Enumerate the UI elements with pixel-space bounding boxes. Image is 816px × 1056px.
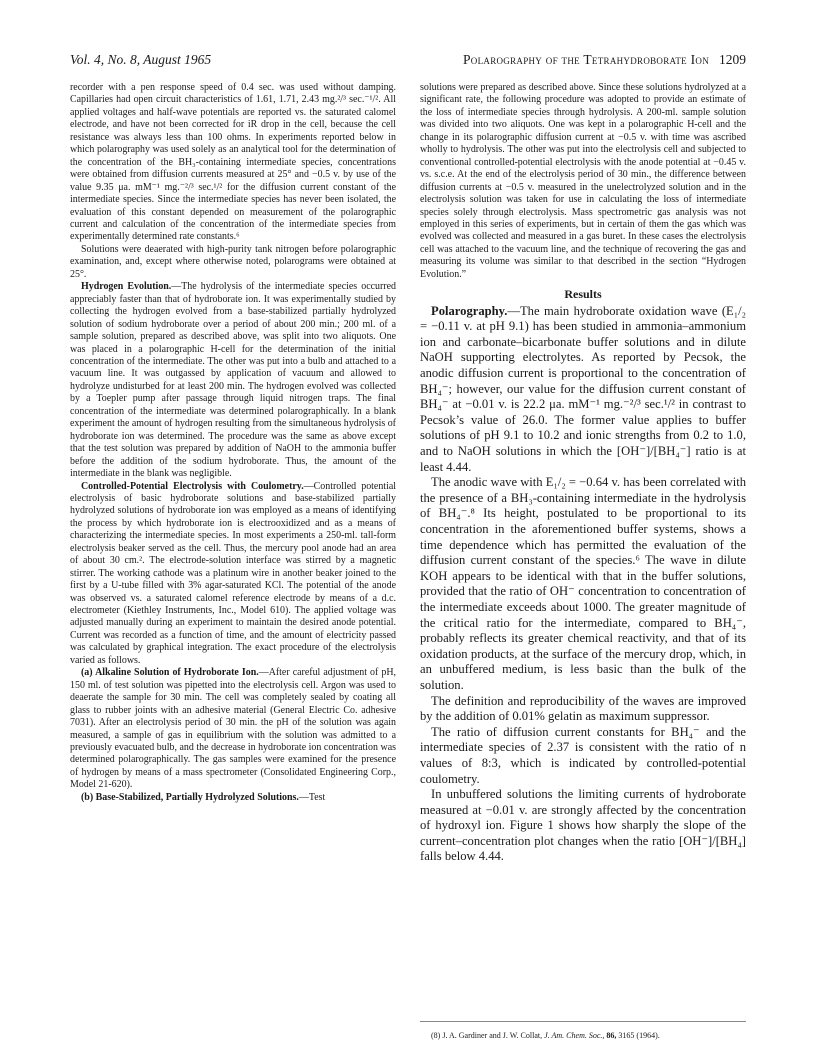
paragraph-text: —The main hydroborate oxidation wave (E₁/₂ = −0.11 v. at pH 9.1) has been studied in ammonia–ammonium ion and carbonate–bicarbonate buffer solutions and in dilute NaOH supporting electrolytes. As reported by Pecsok, the anodic diffusion current is proportional to the concentration of BH₄⁻; however, our value for the diffusion current constant of BH₄⁻ at −0.01 v. is 22.2 μa. mM⁻¹ mg.⁻²/³ sec.¹/² in contrast to Pecsok’s value of 26.0. The former value applies to buffer solutions of pH 9.1 to 10.2 and ionic strengths from 0.2 to 1.0, and to NaOH solutions in which the [OH⁻]/[BH₄⁻] ratio is at least 4.44. xyxy=(420,303,746,474)
footnote xyxy=(420,1031,746,1041)
footnote-rule xyxy=(420,1021,746,1022)
paragraph-text: —After careful adjustment of pH, 150 ml. of test solution was pipetted into the electrolysis cell. Argon was used to deaerate the sample for 30 min. The cell was completely sealed by coating all glass to rubber joints with an adhesive material (General Electric Co. adhesive 7031). After an electrolysis period of 30 min. the pH of the solution was again measured, a sample of gas in equilibrium with the solution was admitted to a previously evacuated bulb, and the decrease in hydroborate ion concentration was determined polarographically. The gas samples were examined for the presence of hydrogen by means of a mass spectrometer (Consolidated Engineering Corp., Model 21-620). xyxy=(70,667,396,791)
paragraph: solutions were prepared as described above. Since these solutions hydrolyzed at a significant rate, the following procedure was adopted to provide an estimate of the loss of intermediate species through hydrolysis. A 200-ml. sample solution was divided into two aliquots. One was kept in a polarographic H-cell and the change in its polarographic diffusion current at −0.5 v. with time was ascribed wholly to hydrolysis. The other was put into the electrolysis cell and subjected to conventional controlled-potential electrolysis with the anode potential at −0.45 v. vs. s.c.e. At the end of the electrolysis period of 30 min., the difference between diffusion currents at −0.5 v. measured in the unelectrolyzed solution and in the electrolysis solution was taken for use in calculating the loss of intermediate species solely through electrolysis. Mass spectrometric gas analysis was not employed in this series of experiments, but in certain of them the gas which was evolved was collected and measured in a gas buret. In these cases the electrolysis cell was attached to the vacuum line, and the technique of recovering the gas and measuring its volume was similar to that described in the section “Hydrogen Evolution.” xyxy=(420,82,746,280)
paragraph xyxy=(70,481,396,668)
paragraph xyxy=(70,792,396,804)
paragraph-text: —Test xyxy=(298,791,326,803)
footnote-volume: 86, xyxy=(606,1031,617,1040)
right-column xyxy=(420,82,746,865)
page-number: 1209 xyxy=(719,52,746,67)
footnote-journal: J. Am. Chem. Soc., xyxy=(544,1031,605,1040)
subsection-heading: Hydrogen Evolution. xyxy=(81,281,172,293)
paragraph: Solutions were deaerated with high-purity tank nitrogen before polarographic examination, and, except where otherwise noted, polarograms were obtained at 25°. xyxy=(70,243,396,280)
left-column xyxy=(70,82,396,804)
running-head xyxy=(463,52,746,68)
paragraph xyxy=(420,304,746,476)
paragraph: In unbuffered solutions the limiting currents of hydroborate measured at −0.01 v. are strongly affected by the concentration of hydroxyl ion. Figure 1 shows how sharply the slope of the current–concentration plot changes when the ratio [OH⁻]/[BH₄] falls below 4.44. xyxy=(420,787,746,864)
subsection-heading: (a) Alkaline Solution of Hydroborate Ion. xyxy=(81,667,259,679)
page-header xyxy=(70,52,746,74)
section-heading-results: Results xyxy=(564,287,602,302)
subsection-heading: Controlled-Potential Electrolysis with Coulometry. xyxy=(81,480,304,492)
subsection-heading: (b) Base-Stabilized, Partially Hydrolyzed Solutions. xyxy=(81,791,299,803)
footnote-authors: J. A. Gardiner and J. W. Collat, xyxy=(442,1031,543,1040)
journal-issue: Vol. 4, No. 8, August 1965 xyxy=(70,52,212,67)
paragraph: The ratio of diffusion current constants for BH₄⁻ and the intermediate species of 2.37 is consistent with the ratio of n values of 8:3, which is indicated by controlled-potential coulometry. xyxy=(420,724,746,786)
paragraph: recorder with a pen response speed of 0.4 sec. was used without damping. Capillaries had open circuit characteristics of 1.61, 1.71, 2.43 mg.²/³ sec.⁻¹/². All applied voltages and half-wave potentials are reported vs. the saturated calomel electrode, and have not been corrected for iR drop in the cell, because the cell resistance was always less than 100 ohms. In experiments reported below in which polarography was used solely as an analytical tool for the determination of the concentration of the BH₃-containing intermediate species, concentrations were obtained from diffusion currents measured at 25° and −0.5 v. by use of the value 9.35 μa. mM⁻¹ mg.⁻²/³ sec.¹/² for the diffusion current constant of the intermediate species. Since the intermediate species has never been isolated, the evaluation of this constant depended on measurement of the polarographic current and calculation of the concentration of the intermediate species from experimentally determined rate constants.⁶ xyxy=(70,82,396,243)
subsection-heading: Polarography. xyxy=(431,303,508,318)
paragraph xyxy=(70,281,396,480)
paragraph: The anodic wave with E₁/₂ = −0.64 v. has been correlated with the presence of a BH₃-containing intermediate in the hydrolysis of BH₄⁻.⁸ Its height, postulated to be proportional to its concentration in the aforementioned buffer systems, shows a time dependence which has permitted the evaluation of the diffusion current constant of the species.⁶ The wave in dilute KOH appears to be identical with that in the buffer solutions, provided that the ratio of OH⁻ concentration to concentration of the intermediate exceeds about 1000. The greater magnitude of the critical ratio for the intermediate, compared to BH₄⁻, probably reflects its greater chemical reactivity, and that of its oxidation products, at the surface of the mercury drop, which, in an unbuffered medium, is less basic than the bulk of the solution. xyxy=(420,475,746,692)
paragraph-text: —The hydrolysis of the intermediate species occurred appreciably faster than that of hydroborate ion. It was experimentally studied by collecting the hydrogen evolved from a base-stabilized partially hydrolyzed solution of sodium hydroborate over a period of about 200 min.; 200 ml. of a sample solution, prepared as described above, was split into two aliquots. One was placed in a polarographic H-cell for the determination of the initial concentration of the intermediate. The other was put into a bulb and attached to a vacuum line. It was outgassed by application of vacuum and allowed to hydrolyze undisturbed for at least 200 min. The hydrogen evolved was collected by a Toepler pump after passage through liquid nitrogen traps. The final concentration of the intermediate was determined polarographically. In a blank experiment the amount of hydrogen resulting from the simultaneous hydrolysis of hydroborate ion was determined. The procedure was the same as above except that the test solution was prepared by addition of NaOH to the ammonia buffer before the addition of the sodium hydroborate. Thus, the amount of the intermediate in the blank was negligible. xyxy=(70,281,396,480)
footnote-pages: 3165 (1964). xyxy=(618,1031,660,1040)
article-title: Polarography of the Tetrahydroborate Ion xyxy=(462,52,709,67)
paragraph: The definition and reproducibility of the waves are improved by the addition of 0.01% gelatin as maximum suppressor. xyxy=(420,693,746,724)
paragraph-text: —Controlled potential electrolysis of basic hydroborate solutions and base-stabilized partially hydrolyzed solutions of hydroborate ion was employed as a means of identifying the process by which hydroborate ion is electrooxidized and as a means of characterizing the intermediate species. In most experiments a 250-ml. tall-form electrolysis beaker served as the cell. Thus, the mercury pool anode had an area of about 30 cm.². The electrode-solution interface was stirred by a magnetic stirrer. The working cathode was a platinum wire in another beaker joined to the first by a U-tube filled with 3% agar-saturated KCl. The potential of the anode was observed vs. a saturated calomel reference electrode by means of a d.c. electrometer (Kiethley Instruments, Inc., Model 610). The applied voltage was adjusted manually during an experiment to maintain the desired anode potential. Current was recorded as a function of time, and the amount of electricity passed was calculated by graphical integration. The exact procedure of the electrolysis varied as follows. xyxy=(70,480,396,666)
paragraph xyxy=(70,667,396,792)
footnote-mark: (8) xyxy=(431,1031,441,1040)
